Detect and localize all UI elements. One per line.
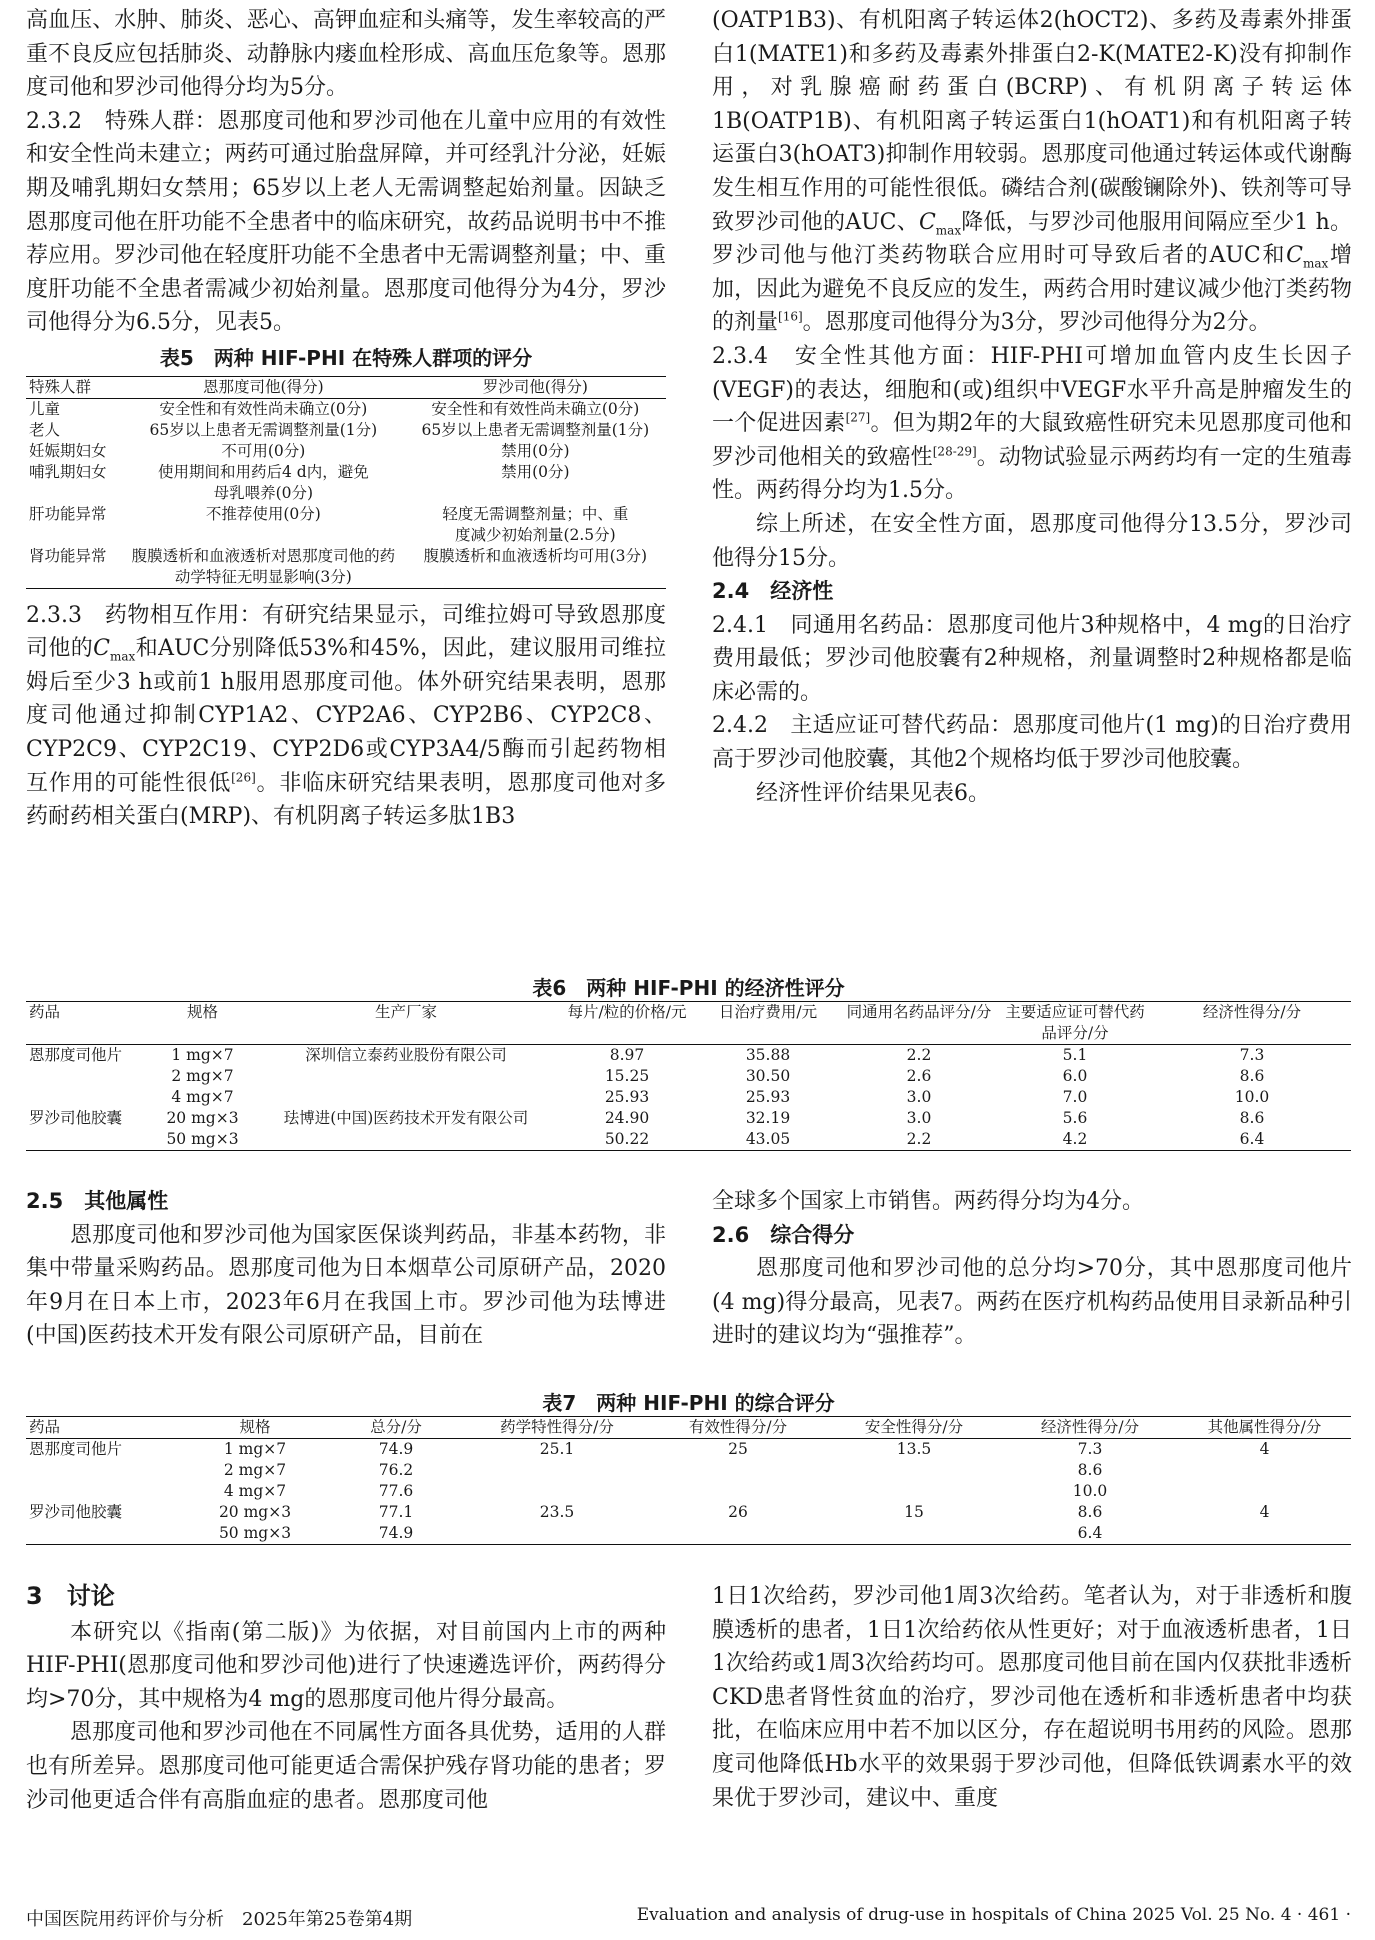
table7-caption: 表7 两种 HIF-PHI 的综合评分 — [542, 1391, 835, 1415]
table-cell: 1 mg×7 — [171, 1046, 234, 1064]
table-cell: 8.6 — [1077, 1461, 1103, 1479]
table-row — [26, 420, 666, 441]
table-cell: 恩那度司他片 — [29, 1046, 123, 1064]
table-header-cell: 主要适应证可替代药品评分/分 — [997, 1002, 1153, 1045]
text-run: 。动物试验显示两药均有一定的生殖毒性。两药得分均为1.5分。 — [712, 444, 1352, 504]
table-cell: 7.3 — [1077, 1440, 1103, 1458]
c-max-symbol: C — [918, 209, 936, 235]
table-header-cell: 生产厂家 — [253, 1002, 559, 1045]
table-cell: 8.6 — [1077, 1503, 1103, 1521]
left-column-bottom — [26, 1580, 666, 1817]
table-cell: 2 mg×7 — [223, 1461, 287, 1479]
table-cell: 4 — [1259, 1503, 1270, 1521]
table-header-cell: 经济性得分/分 — [1002, 1417, 1178, 1439]
table-cell: 4.2 — [1062, 1130, 1088, 1148]
table-header-cell: 其他属性得分/分 — [1178, 1417, 1351, 1439]
table-cell: 2 mg×7 — [171, 1067, 234, 1085]
table-row — [26, 1087, 1351, 1108]
table-cell: 罗沙司他胶囊 — [29, 1109, 123, 1127]
table-row — [26, 398, 666, 420]
table-cell: 轻度无需调整剂量；中、重度减少初始剂量(2.5分) — [442, 504, 629, 544]
table-cell — [464, 1523, 650, 1545]
left-column-top — [26, 4, 666, 834]
table-cell: 43.05 — [745, 1130, 791, 1148]
table-cell: 25 — [728, 1440, 748, 1458]
table-cell: 6.4 — [1077, 1524, 1103, 1542]
table-cell: 26 — [728, 1503, 748, 1521]
table-cell: 4 — [1259, 1440, 1270, 1458]
table-cell: 5.1 — [1062, 1046, 1088, 1064]
table-cell: 8.6 — [1239, 1109, 1265, 1127]
table6 — [26, 1001, 1351, 1151]
table-cell: 10.0 — [1072, 1482, 1108, 1500]
paragraph: 2.4.2 主适应证可替代药品：恩那度司他片(1 mg)的日治疗费用高于罗沙司他胶囊，其他2个规格均低于罗沙司他胶囊。 — [712, 713, 1352, 773]
table-cell: 安全性和有效性尚未确立(0分) — [431, 399, 640, 418]
table-cell: 7.3 — [1239, 1046, 1265, 1064]
table-cell: 安全性和有效性尚未确立(0分) — [159, 399, 368, 418]
table-cell: 15 — [904, 1503, 924, 1521]
table-cell: 5.6 — [1062, 1109, 1088, 1127]
paragraph: 2.4.1 同通用名药品：恩那度司他片3种规格中，4 mg的日治疗费用最低；罗沙司他胶囊有2种规格，剂量调整时2种规格都是临床必需的。 — [712, 612, 1352, 705]
citation: [26] — [231, 770, 256, 785]
table-cell: 25.93 — [604, 1088, 650, 1106]
table-cell — [1178, 1481, 1351, 1502]
table-header-cell: 罗沙司他(得分) — [405, 376, 666, 398]
paragraph — [26, 599, 666, 834]
table-cell: 7.0 — [1062, 1088, 1088, 1106]
table-row — [26, 1129, 1351, 1151]
paragraph: 高血压、水肿、肺炎、恶心、高钾血症和头痛等，发生率较高的严重不良反应包括肺炎、动静脉内瘘血栓形成、高血压危象等。恩那度司他和罗沙司他得分均为5分。 — [26, 8, 666, 101]
table-cell: 3.0 — [906, 1088, 932, 1106]
table-cell: 1 mg×7 — [223, 1440, 287, 1458]
table-header-cell: 总分/分 — [328, 1417, 464, 1439]
right-column-bottom — [712, 1580, 1352, 1815]
table-cell: 13.5 — [896, 1440, 932, 1458]
table-cell: 50.22 — [604, 1130, 650, 1148]
paragraph — [712, 340, 1352, 508]
text-run: 2.3.4 安全性其他方面：HIF-PHI可增加血管内皮生长因子(VEGF)的表达，细胞和(或)组织中VEGF水平升高是肿瘤发生的一个促进因素 — [712, 343, 1352, 437]
table-cell: 50 mg×3 — [166, 1130, 239, 1148]
paragraph: 本研究以《指南(第二版)》为依据，对目前国内上市的两种HIF-PHI(恩那度司他和罗沙司他)进行了快速遴选评价，两药得分均>70分，其中规格为4 mg的恩那度司他片得分最高。 — [26, 1619, 666, 1712]
c-max-symbol: C — [93, 636, 110, 662]
table-cell: 老人 — [29, 420, 61, 439]
table-cell — [1178, 1523, 1351, 1545]
text-run: 增加，因此为避免不良反应的发生，两药合用时建议减少他汀类药物的剂量 — [712, 243, 1352, 336]
table-row — [26, 441, 666, 462]
table-cell: 76.2 — [378, 1461, 414, 1479]
table7 — [26, 1416, 1351, 1545]
section-heading: 3 讨论 — [26, 1582, 115, 1610]
subscript: max — [110, 649, 136, 664]
table6-caption: 表6 两种 HIF-PHI 的经济性评分 — [532, 976, 845, 1000]
table-cell — [650, 1460, 826, 1481]
table-cell: 妊娠期妇女 — [29, 441, 107, 460]
table-cell: 20 mg×3 — [166, 1109, 239, 1127]
table-cell: 23.5 — [539, 1503, 575, 1521]
right-column-top — [712, 4, 1352, 810]
c-max-symbol: C — [1286, 243, 1303, 269]
table-row — [26, 1502, 1351, 1523]
table-cell — [826, 1481, 1002, 1502]
table-cell: 25.93 — [745, 1088, 791, 1106]
table-cell: 腹膜透析和血液透析均可用(3分) — [423, 546, 648, 565]
table-cell: 77.6 — [378, 1482, 414, 1500]
table-cell — [26, 1129, 152, 1151]
text-run: 。非临床研究结果表明，恩那度司他对多药耐药相关蛋白(MRP)、有机阴离子转运多肽1B3 — [26, 770, 666, 830]
table-cell: 罗沙司他胶囊 — [29, 1503, 123, 1521]
citation: [27] — [845, 410, 871, 425]
table-row — [26, 1045, 1351, 1067]
table-cell: 10.0 — [1234, 1088, 1270, 1106]
table-cell — [253, 1129, 559, 1151]
text-run: 2.3.3 药物相互作用：有研究结果显示，司维拉姆可导致恩那度司他的 — [26, 602, 666, 662]
table-cell: 肾功能异常 — [29, 546, 107, 565]
table-cell: 74.9 — [378, 1524, 414, 1542]
table-cell: 32.19 — [745, 1109, 791, 1127]
text-run: 。但为期2年的大鼠致癌性研究未见恩那度司他和罗沙司他相关的致癌性 — [712, 411, 1352, 470]
table-cell — [26, 1523, 182, 1545]
table-cell: 禁用(0分) — [501, 441, 570, 460]
table-header-cell: 药品 — [26, 1417, 182, 1439]
table-cell — [26, 1481, 182, 1502]
table-cell: 珐博进(中国)医药技术开发有限公司 — [283, 1109, 529, 1127]
section-heading: 2.5 其他属性 — [26, 1189, 169, 1213]
table-cell: 使用期间和用药后4 d内，避免母乳喂养(0分) — [157, 462, 369, 502]
table-cell — [253, 1087, 559, 1108]
right-column-middle — [712, 1185, 1352, 1353]
table-header-cell: 特殊人群 — [26, 376, 122, 398]
paragraph: 恩那度司他和罗沙司他为国家医保谈判药品，非基本药物，非集中带量采购药品。恩那度司他为日本烟草公司原研产品，2020年9月在日本上市，2023年6月在我国上市。罗沙司他为珐博进(中国)医药技术开发有限公司原研产品，目前在 — [26, 1222, 666, 1349]
table-cell: 65岁以上患者无需调整剂量(1分) — [421, 420, 650, 439]
paragraph: 恩那度司他和罗沙司他的总分均>70分，其中恩那度司他片(4 mg)得分最高，见表7。两药在医疗机构药品使用目录新品种引进时的建议均为“强推荐”。 — [712, 1256, 1352, 1349]
table-row — [26, 462, 666, 504]
table-row — [26, 504, 666, 546]
table-cell: 4 mg×7 — [171, 1088, 234, 1106]
table-cell — [26, 1066, 152, 1087]
table-header-row — [26, 1002, 1351, 1045]
section-heading: 2.4 经济性 — [712, 579, 834, 604]
table-header-cell: 日治疗费用/元 — [695, 1002, 841, 1045]
table-header-cell: 每片/粒的价格/元 — [559, 1002, 695, 1045]
table-cell — [26, 1087, 152, 1108]
table-header-cell: 安全性得分/分 — [826, 1417, 1002, 1439]
text-run: 降低，与罗沙司他服用间隔应至少1 h。罗沙司他与他汀类药物联合应用时可导致后者的AUC和 — [712, 209, 1352, 269]
citation: [16] — [778, 310, 803, 325]
table6-block — [26, 972, 1351, 1151]
table-cell — [464, 1460, 650, 1481]
table-cell: 儿童 — [29, 399, 61, 418]
citation: [28-29] — [932, 444, 977, 459]
table-cell — [826, 1460, 1002, 1481]
table-cell: 8.6 — [1239, 1067, 1265, 1085]
table-cell: 深圳信立泰药业股份有限公司 — [305, 1046, 507, 1064]
table-cell: 50 mg×3 — [218, 1524, 292, 1542]
paragraph: 经济性评价结果见表6。 — [756, 780, 990, 806]
table-cell: 4 mg×7 — [223, 1482, 287, 1500]
table5 — [26, 376, 666, 589]
footer-journal-en: Evaluation and analysis of drug-use in hospitals of China 2025 Vol. 25 No. 4 · 461 · — [636, 1905, 1351, 1925]
subscript: max — [935, 222, 962, 237]
table-cell: 禁用(0分) — [501, 462, 570, 481]
subscript: max — [1302, 256, 1329, 271]
table-cell: 肝功能异常 — [29, 504, 107, 523]
footer-journal-cn: 中国医院用药评价与分析 2025年第25卷第4期 — [26, 1909, 413, 1930]
table-cell: 6.4 — [1239, 1130, 1265, 1148]
table5-caption: 表5 两种 HIF-PHI 在特殊人群项的评分 — [159, 345, 533, 370]
table-cell — [26, 1460, 182, 1481]
table-cell: 15.25 — [604, 1067, 650, 1085]
table-cell: 不推荐使用(0分) — [205, 504, 321, 523]
table-header-cell: 药品 — [26, 1002, 152, 1045]
table-cell: 77.1 — [378, 1503, 414, 1521]
paragraph: 恩那度司他和罗沙司他在不同属性方面各具优势，适用的人群也有所差异。恩那度司他可能更适合需保护残存肾功能的患者；罗沙司他更适合伴有高脂血症的患者。恩那度司他 — [26, 1720, 666, 1813]
table-cell — [1178, 1460, 1351, 1481]
table-cell: 2.6 — [906, 1067, 932, 1085]
left-column-middle — [26, 1185, 666, 1353]
table-header-cell: 有效性得分/分 — [650, 1417, 826, 1439]
table-cell — [826, 1523, 1002, 1545]
table-row — [26, 1108, 1351, 1129]
text-run: 和AUC分别降低53%和45%，因此，建议服用司维拉姆后至少3 h或前1 h服用恩那度司他。体外研究结果表明，恩那度司他通过抑制CYP1A2、CYP2A6、CYP2B6、CYP2C8、CYP2C9、CYP2C19、CYP2D6或CYP3A4/5酶而引起药物相互作用的可能性很低 — [26, 636, 666, 796]
table-header-cell: 规格 — [182, 1417, 328, 1439]
table-cell: 35.88 — [745, 1046, 791, 1064]
table-header-cell: 规格 — [152, 1002, 253, 1045]
paragraph: 2.3.2 特殊人群：恩那度司他和罗沙司他在儿童中应用的有效性和安全性尚未建立；两药可通过胎盘屏障，并可经乳汁分泌，妊娠期及哺乳期妇女禁用；65岁以上老人无需调整起始剂量。因缺乏恩那度司他在肝功能不全患者中的临床研究，故药品说明书中不推荐应用。罗沙司他在轻度肝功能不全患者中无需调整剂量；中、重度肝功能不全患者需减少初始剂量。恩那度司他得分为4分，罗沙司他得分为6.5分，见表5。 — [26, 108, 666, 336]
paragraph: 综上所述，在安全性方面，恩那度司他得分13.5分，罗沙司他得分15分。 — [712, 511, 1352, 571]
table-cell — [464, 1481, 650, 1502]
text-run: 。恩那度司他得分为3分，罗沙司他得分为2分。 — [802, 310, 1271, 336]
table-cell: 恩那度司他片 — [29, 1440, 123, 1458]
paragraph: 1日1次给药，罗沙司他1周3次给药。笔者认为，对于非透析和腹膜透析的患者，1日1次给药依从性更好；对于血液透析患者，1日1次给药或1周3次给药均可。恩那度司他目前在国内仅获批非透析CKD患者肾性贫血的治疗，罗沙司他在透析和非透析患者中均获批，在临床应用中若不加以区分，存在超说明书用药的风险。恩那度司他降低Hb水平的效果弱于罗沙司他，但降低铁调素水平的效果优于罗沙司，建议中、重度 — [712, 1584, 1352, 1811]
table-cell: 2.2 — [906, 1130, 932, 1148]
table-cell: 20 mg×3 — [218, 1503, 292, 1521]
table-cell: 24.90 — [604, 1109, 650, 1127]
paragraph — [712, 4, 1352, 340]
table-header-cell: 药学特性得分/分 — [464, 1417, 650, 1439]
table-cell: 哺乳期妇女 — [29, 462, 107, 481]
table-row — [26, 546, 666, 589]
table-header-row — [26, 1417, 1351, 1439]
table-header-cell: 恩那度司他(得分) — [122, 376, 405, 398]
table-cell: 6.0 — [1062, 1067, 1088, 1085]
table-cell: 74.9 — [378, 1440, 414, 1458]
text-run: (OATP1B3)、有机阳离子转运体2(hOCT2)、多药及毒素外排蛋白1(MATE1)和多药及毒素外排蛋白2-K(MATE2-K)没有抑制作用，对乳腺癌耐药蛋白(BCRP)、有机阴离子转运体1B(OATP1B)、有机阳离子转运蛋白1(hOAT1)和有机阳离子转运蛋白3(hOAT3)抑制作用较弱。恩那度司他通过转运体或代谢酶发生相互作用的可能性很低。磷结合剂(碳酸镧除外)、铁剂等可导致罗沙司他的AUC、 — [712, 8, 1352, 235]
table-cell: 25.1 — [539, 1440, 575, 1458]
table-cell — [253, 1066, 559, 1087]
table-row — [26, 1460, 1351, 1481]
table-header-cell: 同通用名药品评分/分 — [841, 1002, 997, 1045]
table-cell: 不可用(0分) — [221, 441, 306, 460]
table-row — [26, 1066, 1351, 1087]
table-cell — [650, 1523, 826, 1545]
table-row — [26, 1481, 1351, 1502]
table-cell: 8.97 — [609, 1046, 645, 1064]
table-cell: 65岁以上患者无需调整剂量(1分) — [149, 420, 378, 439]
table-cell: 腹膜透析和血液透析对恩那度司他的药动学特征无明显影响(3分) — [131, 546, 396, 586]
table7-block — [26, 1387, 1351, 1545]
table-cell: 30.50 — [745, 1067, 791, 1085]
table-cell — [650, 1481, 826, 1502]
table-header-row — [26, 376, 666, 398]
table-row — [26, 1439, 1351, 1461]
section-heading: 2.6 综合得分 — [712, 1222, 855, 1247]
paragraph: 全球多个国家上市销售。两药得分均为4分。 — [712, 1189, 1144, 1214]
table-header-cell: 经济性得分/分 — [1153, 1002, 1351, 1045]
table-cell: 3.0 — [906, 1109, 932, 1127]
table-row — [26, 1523, 1351, 1545]
table-cell: 2.2 — [906, 1046, 932, 1064]
